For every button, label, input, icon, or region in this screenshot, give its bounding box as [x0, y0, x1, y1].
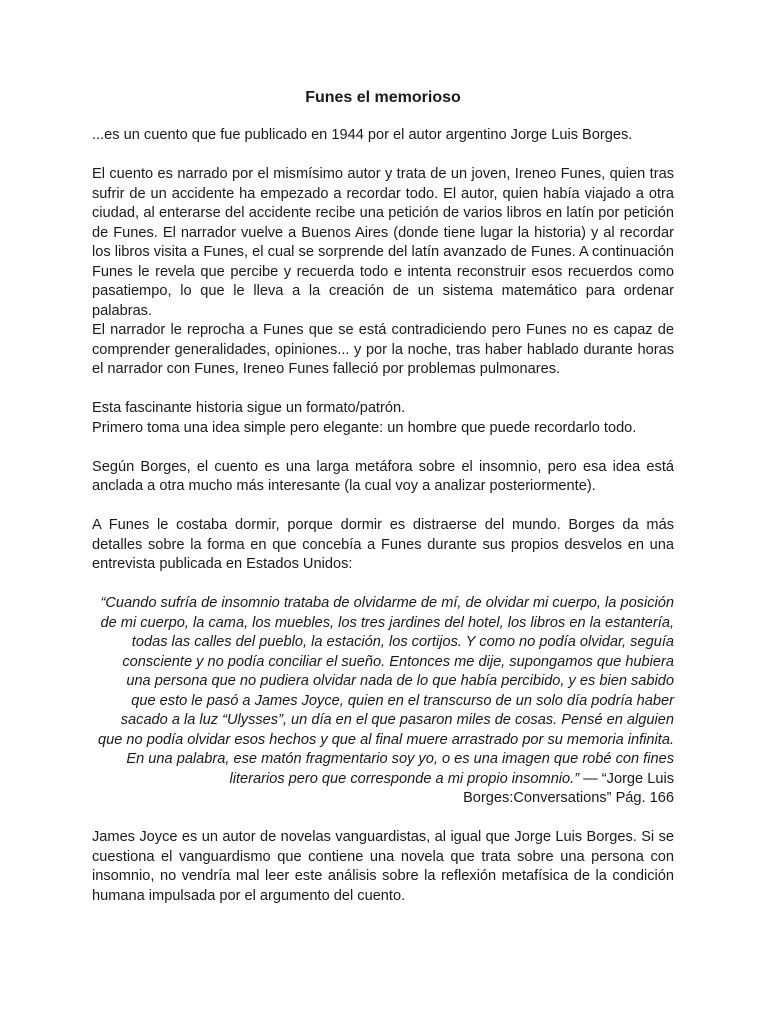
- joyce-paragraph: James Joyce es un autor de novelas vanguardistas, al igual que Jorge Luis Borges. Si se cuestiona el vanguardismo que contiene una novela que trata sobre una persona con insomnio, no vendría mal leer este análisis sobre la reflexión metafísica de la condición humana impulsada por el argumento del cuento.: [92, 829, 674, 904]
- paragraph-gap: [92, 146, 674, 166]
- paragraph-gap: [92, 809, 674, 829]
- paragraph-gap: [92, 497, 674, 517]
- insomnia-paragraph: A Funes le costaba dormir, porque dormir es distraerse del mundo. Borges da más detalles sobre la forma en que concebía a Funes durante sus propios desvelos en una entrevista publicada en Estados Unidos:: [92, 517, 674, 572]
- summary-paragraph-2: El narrador le reprocha a Funes que se está contradiciendo pero Funes no es capaz de comprender generalidades, opiniones... y por la noche, tras haber hablado durante horas el narrador con Funes, Ireneo Funes falleció por problemas pulmonares.: [92, 322, 674, 377]
- metaphor-paragraph: Según Borges, el cuento es una larga metáfora sobre el insomnio, pero esa idea está anclada a otra mucho más interesante (la cual voy a analizar posteriormente).: [92, 458, 674, 494]
- format-paragraph-line-1: Esta fascinante historia sigue un formato/patrón.: [92, 400, 406, 416]
- quote-text: “Cuando sufría de insomnio trataba de olvidarme de mí, de olvidar mi cuerpo, la posición de mi cuerpo, la cama, los muebles, los tres jardines del hotel, los libros en la estantería, todas las calles del pueblo, la estación, los cortijos. Y como no podía olvidar, seguía consciente y no podía conciliar el sueño. Entonces me dije, supongamos que hubiera una persona que no pudiera olvidar nada de lo que había percibido, y es bien sabido que esto le pasó a James Joyce, quien en el transcurso de un solo día podría haber sacado a la luz “Ulysses”, un día en el que pasaron miles de cosas. Pensé en alguien que no podía olvidar esos hechos y que al final muere arrastrado por su memoria infinita. En una palabra, ese matón fragmentario soy yo, o es una imagen que robé con fines literarios pero que corresponde a mi propio insomnio.”: [98, 595, 674, 787]
- paragraph-gap: [92, 380, 674, 400]
- document-title: Funes el memorioso: [305, 89, 461, 106]
- paragraph-gap: [92, 575, 674, 595]
- borges-quote: [98, 594, 674, 809]
- summary-paragraph-1: El cuento es narrado por el mismísimo autor y trata de un joven, Ireneo Funes, quien tras sufrir de un accidente ha empezado a recordar todo. El autor, quien había viajado a otra ciudad, al enterarse del accidente recibe una petición de varios libros en latín por petición de Funes. El narrador vuelve a Buenos Aires (donde tiene lugar la historia) y al recordar los libros visita a Funes, el cual se sorprende del latín avanzado de Funes. A continuación Funes le revela que percibe y recuerda todo e intenta reconstruir esos recuerdos como pasatiempo, lo que le lleva a la creación de un sistema matemático para ordenar palabras.: [92, 166, 674, 319]
- document-page: [92, 88, 674, 906]
- paragraph-gap: [92, 438, 674, 458]
- format-paragraph-line-2: Primero toma una idea simple pero elegante: un hombre que puede recordarlo todo.: [92, 419, 637, 436]
- quote-source: — “Jorge Luis Borges:Conversations” Pág. 166: [463, 770, 674, 806]
- intro-paragraph: ...es un cuento que fue publicado en 1944 por el autor argentino Jorge Luis Borges.: [92, 127, 633, 143]
